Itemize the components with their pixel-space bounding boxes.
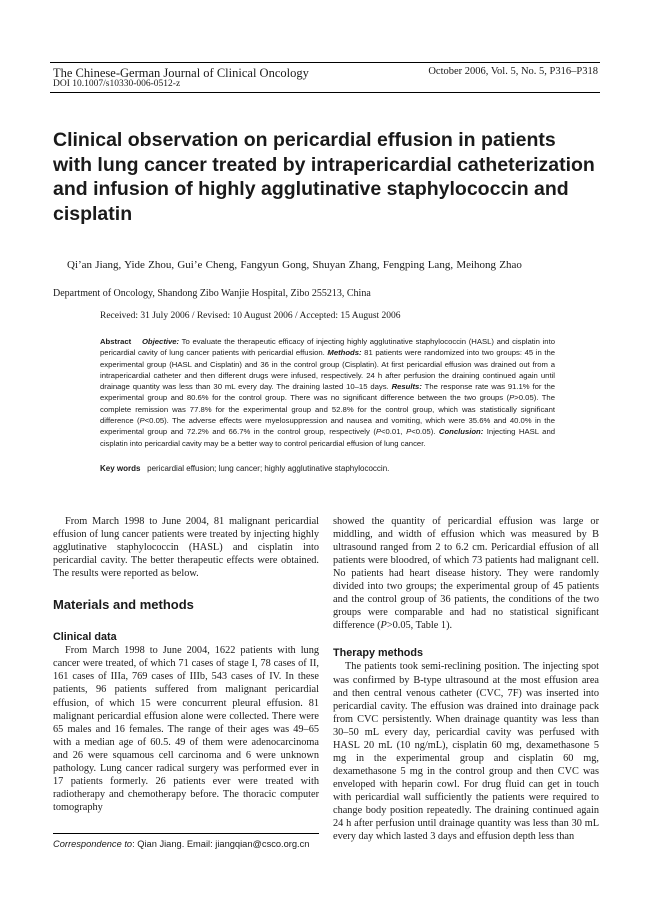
keywords	[100, 464, 555, 473]
intro-paragraph: From March 1998 to June 2004, 81 malignant pericardial effusion of lung cancer patients were treated by injecting highly agglutinative staphylococcin (HASL) and cisplatin into pericardial cavity. The better therapeutic effects were obtained. The results were reported as below.	[53, 516, 319, 580]
p-value-symbol: P	[380, 620, 387, 632]
journal-header	[50, 62, 600, 93]
affiliation: Department of Oncology, Shandong Zibo Wanjie Hospital, Zibo 255213, China	[53, 288, 371, 299]
abstract-results: <0.05). The adverse effects were myelosuppression and nausea and vomiting, which were 35.6% and 40.0% in the experimental group and 72.2% and 66.7% in the control group, respectively (	[100, 416, 555, 437]
therapy-paragraph: The patients took semi-reclining position. The injecting spot was confirmed by B-type ultrasound at the most effusion area and then central venous catheter (CVC, 7F) was inserted into pericardial cavity. The effusion was drained into drainage pack from CVC persistently. When drainage quantity was less than 30–50 mL every day, pericardial cavity was perfused with HASL 20 mL (10 ng/mL), cisplatin 60 mg, dexamethasone 5 mg in the experimental group and cisplatin 60 mg, dexamethasone 5 mg in the control group and then CVC was enveloped with heparin cowl. For drug fluid can get in touch with pericardial wall sufficiently the patients were required to change body position repeatedly. The draining continued again 24 h after perfusion until drainage quantity was less than 30 mL every day which lasted 3 days and effusion depth less than	[333, 661, 599, 843]
abstract-methods: 81 patients were randomized into two groups: 45 in the experimental group (HASL and Cisplatin) and 36 in the control group (Cisplatin). At first pericardial effusion was drained out from a intrapericardial catheter and then different drugs were infused, respectively. 24 h after perfusion the draining continued again until drainage quantity was less than 30 mL every day. The draining lasted 10–15 days.	[100, 348, 556, 392]
continuation-text: showed the quantity of pericardial effusion was large or middling, and width of effusion which was measured by B ultrasound ranged from 2 to 6.2 cm. Pericardial effusion of all patients were bloodred, of which 73 patients had malignant cell. No patients had heart disease history. They were randomly divided into two groups; the experimental group of 45 patients and the control group of 36 patients, the conditions of the two groups were comparable and had no statistical significant difference (	[333, 516, 599, 632]
right-column	[333, 515, 599, 843]
correspondence-footnote	[53, 839, 309, 849]
keywords-label: Key words	[100, 464, 141, 473]
footnote-text: : Qian Jiang. Email: jiangqian@csco.org.cn	[132, 839, 310, 849]
footnote-label: Correspondence to	[53, 839, 133, 849]
paper-title: Clinical observation on pericardial effusion in patients with lung cancer treated by intrapericardial catheterization and infusion of highly agglutinative staphylococcin and cisplatin	[53, 129, 595, 225]
subsection-heading-clinical-data: Clinical data	[53, 631, 117, 644]
abstract-conclusion: Injecting HASL and cisplatin into pericardial cavity may be a better way to control pericardial effusion of lung cancer.	[100, 427, 556, 448]
doi: DOI 10.1007/s10330-006-0512-z	[53, 79, 181, 89]
footnote-divider	[53, 833, 319, 834]
results-label: Results:	[391, 382, 422, 392]
abstract-results: >0.05). The complete remission was 77.8% for the experimental group and 52.8% for the control group, which was statistically significant difference (	[100, 393, 555, 426]
continuation-text: >0.05, Table 1).	[386, 620, 453, 632]
keywords-text: pericardial effusion; lung cancer; highly agglutinative staphylococcin.	[147, 464, 390, 473]
subsection-heading-therapy-methods: Therapy methods	[333, 647, 423, 660]
objective-label: Objective:	[141, 337, 180, 346]
p-value-symbol: P	[406, 427, 412, 437]
abstract-results: <0.05).	[411, 427, 439, 437]
p-value-symbol: P	[509, 393, 515, 403]
left-column	[53, 515, 319, 814]
methods-label: Methods:	[327, 348, 362, 358]
conclusion-label: Conclusion:	[438, 427, 484, 437]
p-value-symbol: P	[139, 416, 145, 426]
abstract-results: <0.01,	[381, 427, 407, 437]
section-heading-materials-methods: Materials and methods	[53, 597, 194, 613]
abstract	[100, 336, 555, 449]
abstract-objective: To evaluate the therapeutic efficacy of injecting highly agglutinative staphylococcin (HASL) and cisplatin into pericardial cavity of lung cancer patients with pericardial effusion.	[100, 337, 555, 358]
clinical-data-paragraph: From March 1998 to June 2004, 1622 patients with lung cancer were treated, of which 71 cases of stage I, 78 cases of II, 161 cases of IIIa, 769 cases of IIIb, 543 cases of IV. In these patients, 96 patients suffered from malignant pericardial effusion, of which 15 were concurrent pleural effusion. 81 malignant pericardial effusion alone were collected. There were 65 males and 16 females. The range of their ages was 49–65 with a median age of 60.5. 49 of them were adenocarcinoma and 26 were squamous cell carcinoma and 6 were unknown pathology. Lung cancer radical surgery was performed ever in 17 patients formerly. 26 patients ever were treated with radiotherapy and chemotherapy before. The thoracic computer tomography	[53, 645, 319, 813]
abstract-label: Abstract	[100, 337, 132, 346]
journal-name: The Chinese-German Journal of Clinical Oncology	[53, 66, 309, 80]
issue-info: October 2006, Vol. 5, No. 5, P316–P318	[428, 66, 598, 77]
continuation-paragraph	[333, 515, 599, 632]
abstract-results: The response rate was 91.1% for the experimental group and 80.6% for the control group. There was no significant difference between the two groups (	[100, 382, 555, 403]
submission-dates: Received: 31 July 2006 / Revised: 10 August 2006 / Accepted: 15 August 2006	[100, 311, 401, 321]
p-value-symbol: P	[375, 427, 382, 437]
author-list: Qi’an Jiang, Yide Zhou, Gui’e Cheng, Fangyun Gong, Shuyan Zhang, Fengping Lang, Meihong Zhao	[67, 259, 522, 271]
